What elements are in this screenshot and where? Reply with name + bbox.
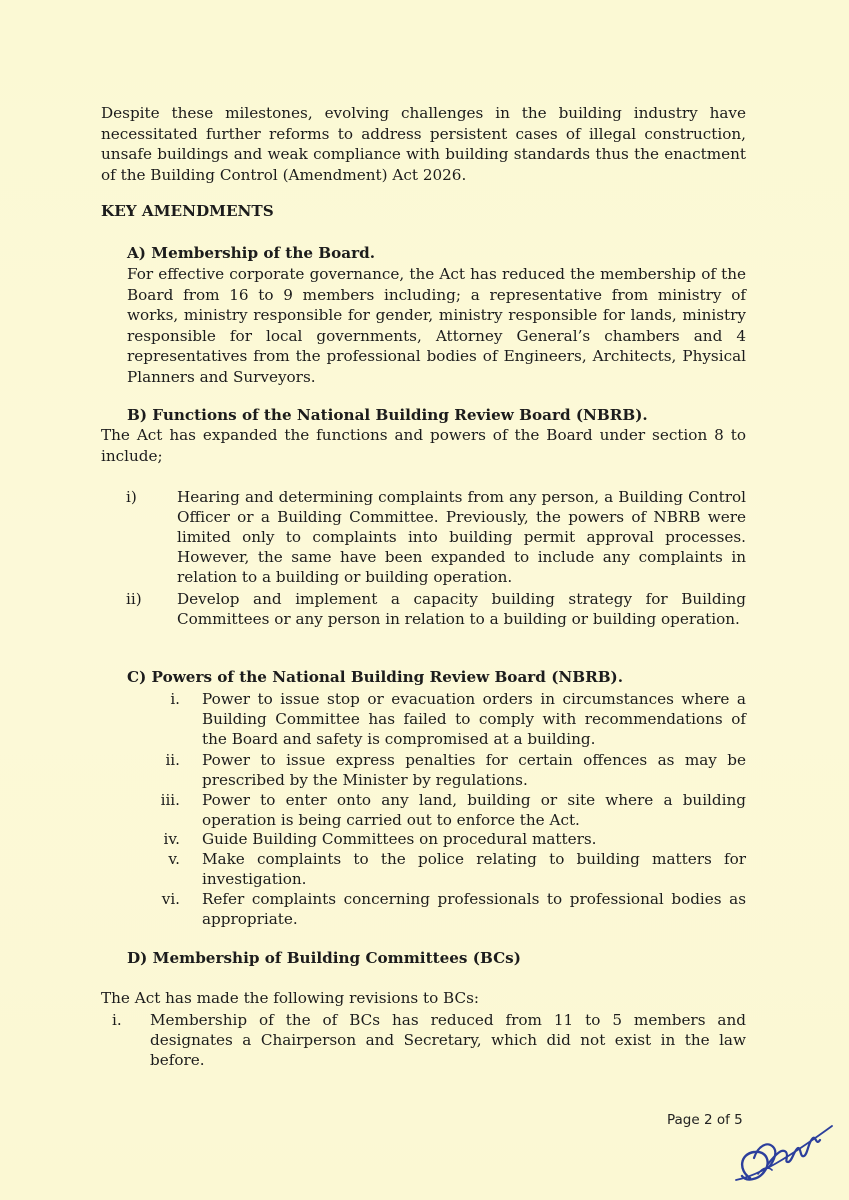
section-d-intro: The Act has made the following revisions to BCs: [101, 989, 480, 1007]
item-text: Power to enter onto any land, building or site where a building operation is being carried out to enforce the Act. [202, 791, 746, 829]
section-c-item [150, 889, 746, 930]
section-d-item [112, 1010, 746, 1072]
item-text: Hearing and determining complaints from any person, a Building Control Officer or a Building Committee. Previously, the powers of NBRB were limited only to complaints into building permit approval processes. However, the same have been expanded to include any complaints in relation to a building or building operation. [177, 488, 746, 586]
item-number: v. [168, 850, 180, 868]
handwritten-signature-icon [728, 1118, 838, 1190]
item-number: ii) [126, 590, 142, 608]
section-c-item [150, 849, 746, 890]
item-text: Make complaints to the police relating to building matters for investigation. [202, 850, 746, 888]
item-text: Power to issue express penalties for certain offences as may be prescribed by the Minister by regulations. [202, 751, 746, 789]
item-text: Guide Building Committees on procedural matters. [202, 830, 597, 848]
item-number: vi. [161, 890, 180, 908]
section-b-item [126, 589, 746, 651]
section-c-item [150, 689, 746, 751]
item-number: ii. [165, 751, 180, 769]
section-c-item [150, 790, 746, 831]
section-c-item [150, 750, 746, 791]
item-number: i) [126, 488, 137, 506]
section-b-heading: B) Functions of the National Building Review Board (NBRB). [127, 406, 648, 424]
section-c-heading: C) Powers of the National Building Review Board (NBRB). [127, 668, 624, 686]
item-number: iv. [163, 830, 180, 848]
section-c-item [150, 829, 746, 850]
section-b-item [126, 487, 746, 591]
page-number: Page 2 of 5 [667, 1112, 743, 1128]
item-text: Refer complaints concerning professionals to professional bodies as appropriate. [202, 890, 746, 928]
item-number: iii. [160, 791, 180, 809]
section-a-heading: A) Membership of the Board. [127, 244, 376, 262]
item-text: Develop and implement a capacity building strategy for Building Committees or any person in relation to a building or building operation. [177, 590, 746, 628]
section-b-intro: The Act has expanded the functions and powers of the Board under section 8 to include; [101, 426, 746, 465]
section-d-heading: D) Membership of Building Committees (BCs) [127, 949, 521, 967]
item-number: i. [112, 1011, 122, 1029]
item-text: Membership of the of BCs has reduced from 11 to 5 members and designates a Chairperson and Secretary, which did not exist in the law before. [150, 1011, 746, 1069]
item-number: i. [170, 690, 180, 708]
key-amendments-title: KEY AMENDMENTS [101, 202, 274, 220]
item-text: Power to issue stop or evacuation orders in circumstances where a Building Committee has failed to comply with recommendations of the Board and safety is compromised at a building. [202, 690, 746, 748]
section-a-paragraph: For effective corporate governance, the Act has reduced the membership of the Board from 16 to 9 members including; a representative from ministry of works, ministry responsible for gender, ministry responsible for lands, ministry responsible for local governments, Attorney General’s chambers and 4 representatives from the professional bodies of Engineers, Architects, Physical Planners and Surveyors. [127, 265, 746, 386]
intro-paragraph: Despite these milestones, evolving challenges in the building industry have necessitated further reforms to address persistent cases of illegal construction, unsafe buildings and weak compliance with building standards thus the enactment of the Building Control (Amendment) Act 2026. [101, 104, 746, 184]
